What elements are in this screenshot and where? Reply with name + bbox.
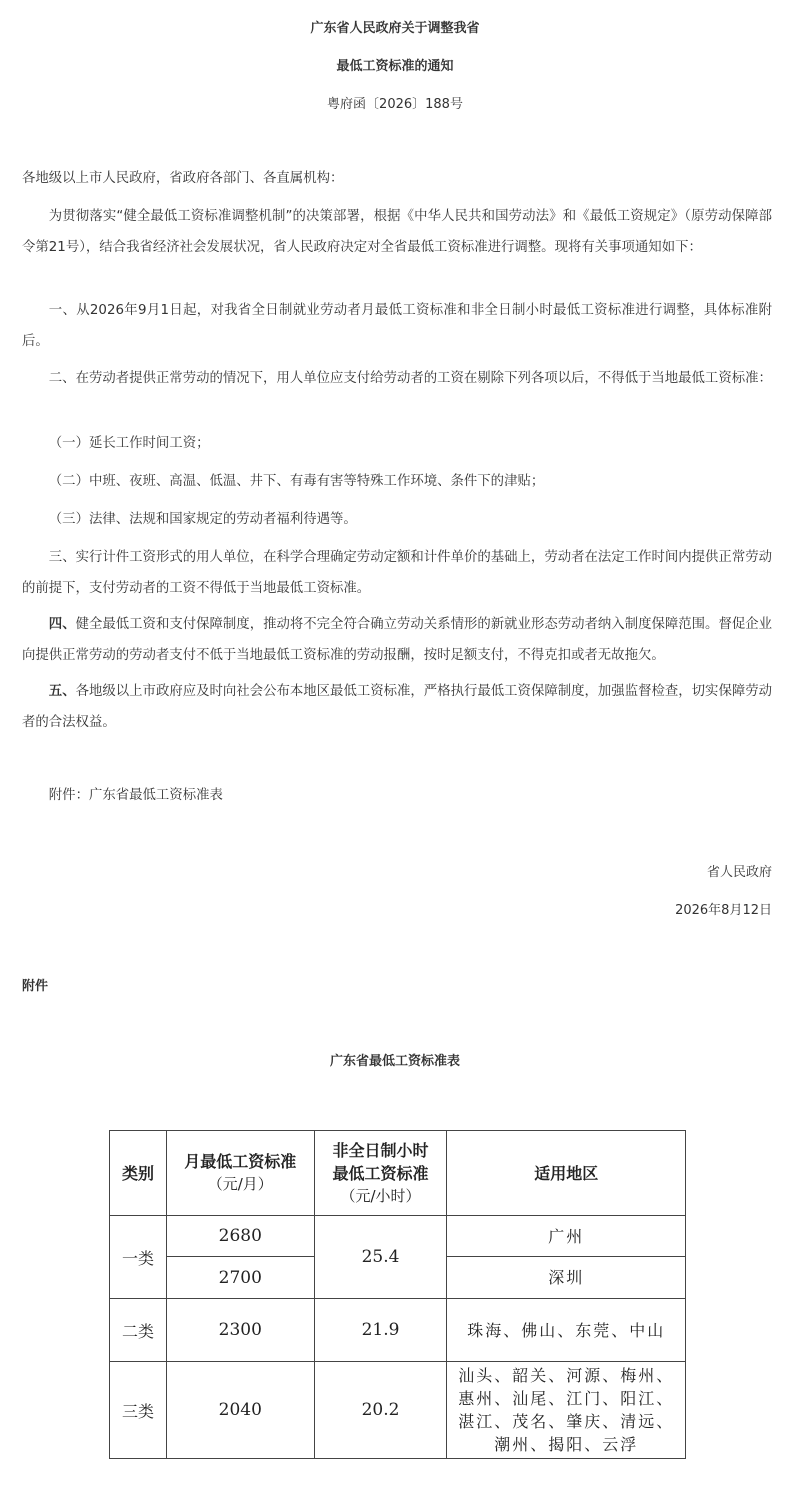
wage-standard-table bbox=[109, 1130, 686, 1459]
item-3-paragraph: 三、实行计件工资形式的用人单位，在科学合理确定劳动定额和计件单价的基础上，劳动者在法定工作时间内提供正常劳动的前提下，支付劳动者的工资不得低于当地最低工资标准。 bbox=[22, 550, 772, 596]
table-row bbox=[110, 1299, 686, 1362]
hourly-cell: 21.9 bbox=[314, 1299, 447, 1362]
issue-date: 2026年8月12日 bbox=[675, 903, 772, 918]
category-cell: 一类 bbox=[110, 1216, 167, 1299]
table-title: 广东省最低工资标准表 bbox=[329, 1054, 460, 1069]
attachment-heading: 附件 bbox=[22, 979, 49, 994]
regions-cell: 珠海、佛山、东莞、中山 bbox=[447, 1299, 686, 1362]
item-4-paragraph bbox=[22, 609, 772, 671]
monthly-cell: 2300 bbox=[166, 1299, 314, 1362]
regions-cell: 广州 bbox=[447, 1216, 686, 1257]
table-header-row bbox=[110, 1131, 686, 1216]
table-row bbox=[110, 1216, 686, 1257]
hourly-cell: 25.4 bbox=[314, 1216, 447, 1299]
monthly-cell: 2680 bbox=[166, 1216, 314, 1257]
header-monthly bbox=[166, 1131, 314, 1216]
document-title-line-2: 最低工资标准的通知 bbox=[336, 59, 454, 74]
item-5-lead: 五、 bbox=[48, 684, 76, 699]
header-monthly-unit: （元/月） bbox=[207, 1175, 273, 1193]
document-title-line-1: 广东省人民政府关于调整我省 bbox=[310, 21, 480, 36]
hourly-cell: 20.2 bbox=[314, 1362, 447, 1459]
salutation: 各地级以上市人民政府，省政府各部门、各直属机构： bbox=[22, 171, 344, 186]
header-monthly-label: 月最低工资标准 bbox=[184, 1152, 297, 1171]
regions-cell: 深圳 bbox=[447, 1257, 686, 1299]
monthly-cell: 2040 bbox=[166, 1362, 314, 1459]
header-hourly-label: 非全日制小时最低工资标准 bbox=[332, 1140, 429, 1183]
item-4-lead: 四、 bbox=[48, 617, 76, 632]
issuer: 省人民政府 bbox=[706, 865, 772, 880]
document-number: 粤府函〔2026〕188号 bbox=[327, 97, 463, 112]
item-4-text: 健全最低工资和支付保障制度，推动将不完全符合确立劳动关系情形的新就业形态劳动者纳入制度保障范围。督促企业向提供正常劳动的劳动者支付不低于当地最低工资标准的劳动报酬，按时足额支付，不得克扣或者无故拖欠。 bbox=[22, 617, 773, 663]
header-hourly bbox=[314, 1131, 447, 1216]
item-2-sub-2: （二）中班、夜班、高温、低温、井下、有毒有害等特殊工作环境、条件下的津贴； bbox=[48, 474, 545, 489]
item-2-paragraph: 二、在劳动者提供正常劳动的情况下，用人单位应支付给劳动者的工资在剔除下列各项以后，不得低于当地最低工资标准： bbox=[48, 371, 772, 386]
intro-paragraph: 为贯彻落实“健全最低工资标准调整机制”的决策部署，根据《中华人民共和国劳动法》和《最低工资规定》（原劳动保障部令第21号），结合我省经济社会发展状况，省人民政府决定对全省最低工资标准进行调整。现将有关事项通知如下： bbox=[22, 209, 772, 255]
item-5-paragraph bbox=[22, 676, 772, 738]
item-5-text: 各地级以上市政府应及时向社会公布本地区最低工资标准，严格执行最低工资保障制度，加强监督检查，切实保障劳动者的合法权益。 bbox=[22, 684, 773, 730]
table-row bbox=[110, 1362, 686, 1459]
monthly-cell: 2700 bbox=[166, 1257, 314, 1299]
category-cell: 三类 bbox=[110, 1362, 167, 1459]
regions-cell: 汕头、韶关、河源、梅州、惠州、汕尾、江门、阳江、湛江、茂名、肇庆、清远、潮州、揭阳、云浮 bbox=[447, 1362, 686, 1459]
item-2-sub-3: （三）法律、法规和国家规定的劳动者福利待遇等。 bbox=[48, 512, 357, 527]
category-cell: 二类 bbox=[110, 1299, 167, 1362]
header-regions: 适用地区 bbox=[447, 1131, 686, 1216]
attachment-note: 附件：广东省最低工资标准表 bbox=[48, 788, 223, 803]
header-category: 类别 bbox=[110, 1131, 167, 1216]
item-2-sub-1: （一）延长工作时间工资； bbox=[48, 436, 210, 451]
header-hourly-unit: （元/小时） bbox=[340, 1186, 421, 1205]
item-1-paragraph: 一、从2026年9月1日起，对我省全日制就业劳动者月最低工资标准和非全日制小时最低工资标准进行调整，具体标准附后。 bbox=[22, 303, 772, 349]
